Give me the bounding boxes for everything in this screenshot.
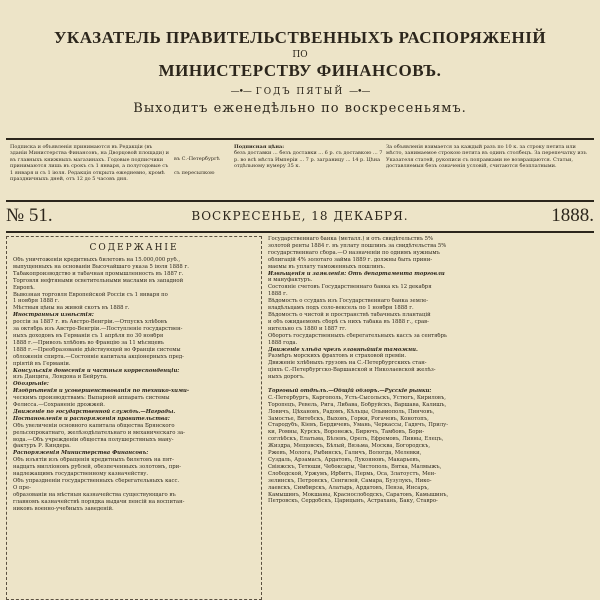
text-line: главномъ казначействѣ порядка выдачи пенсій на воспитан- — [13, 498, 185, 505]
text-line: Консульскія донесенія и частныя корреспонденціи: — [13, 367, 180, 374]
text-line: вода.—Объ учрежденіи общества полушерстяныхъ ману- — [13, 436, 174, 443]
text-line: Петровскъ, Сердобскъ, Царицынъ, Астрахань, Баку, Ставро- — [268, 498, 438, 505]
text-line: никовъ военно-учебныхъ заведеній. — [13, 505, 114, 512]
text-line: Вывозная торговля Европейской Россіи съ 1 января по — [13, 291, 168, 298]
text-line: 1888 г.—Преобразованіе дѣйствующей во Франціи системы — [13, 346, 181, 353]
text-line: 1888 г.—Привозъ хлѣбовъ во Францію за 11 мѣсяцевъ — [13, 339, 164, 346]
text-line: и объ ожидаемомъ сборѣ съ нихъ табака въ 1888 г., срав- — [268, 318, 429, 325]
text-line: золотой ренты 1884 г. въ уплату пошлинъ за свидѣтельства 5% — [268, 242, 447, 249]
masthead — [0, 28, 600, 116]
text-line: С.-Петербургъ, Каргополь, Усть-Сысольскъ, Устюгъ, Кириловъ, — [268, 394, 446, 401]
text-line: надлежащимъ государственному казначейству. — [13, 471, 149, 478]
text-line: Движеніе хлѣбныхъ грузовъ на С.-Петербургскихъ стан- — [268, 360, 427, 367]
text-line: образованіи на мѣстныя казначейства существующаго въ — [13, 491, 176, 498]
text-line: владѣльцамъ подъ соло-вексель по 1 ноября 1888 г. — [268, 305, 414, 312]
text-line: нительно съ 1880 и 1887 гг. — [268, 325, 347, 332]
text-line: Иностранныя извѣстія: — [13, 312, 94, 319]
contents-continued-column — [268, 236, 594, 600]
contents-heading: СОДЕРЖАНІЕ — [89, 243, 179, 253]
text-line: пріятій въ Германіи. — [13, 360, 71, 367]
text-line: выпущенныхъ на основаніи Высочайшаго указа 5 іюля 1888 г. — [13, 263, 189, 270]
text-line: ныхъ доходовъ въ Германіи съ 1 апрѣля по 30 ноября — [13, 332, 164, 339]
year-line — [0, 87, 600, 97]
subscription-box — [6, 138, 594, 202]
text-line: Слободской, Уржумъ, Ирбитъ, Пермь, Оса, Златоустъ, Мен- — [268, 470, 436, 477]
ornament-left-icon: —•— — [230, 87, 251, 97]
subscription-terms — [10, 144, 170, 182]
text-line: Торговля нефтяными осветительными маслами въ западной — [13, 277, 184, 284]
text-line: облигацій 4% золотаго займа 1889 г. должны быть прини- — [268, 256, 433, 263]
issue-year: 1888. — [551, 205, 594, 226]
text-line: Свіяжскъ, Тетюши, Чебоксары, Чистополь, Вятка, Малмыжъ, — [268, 463, 442, 470]
text-line: надцать милліоновъ рублей, обезпеченныхъ золотомъ, при- — [13, 464, 181, 471]
prices-text: безъ доставки ... безъ доставки ... 6 р. съ доставкою ... 7 р. во всѣ мѣста Имперіи ... 7 р. заграницу ... 14 р. Цѣна отдѣльному нумеру 35 к. — [234, 150, 383, 170]
city-label: въ С.-Петербургѣ — [174, 156, 220, 162]
text-line: Объ упраздненіи государственныхъ сберегательныхъ касс. — [13, 478, 180, 484]
text-line: Торговый отдѣлъ.—Общій обзоръ.—Русскіе рынки: — [268, 387, 432, 394]
text-line: Размѣръ морскихъ фрахтовъ и страховой преміи. — [268, 353, 407, 360]
text-line: Камышинъ, Мокшаны, Краснослободскъ, Саратовъ, Камышинъ, — [268, 491, 449, 498]
advertising-terms — [386, 144, 591, 170]
text-line: ческимъ производствамъ: Выпарной аппаратъ системы — [13, 395, 170, 402]
publication-frequency: Выходитъ еженедѣльно по воскресеньямъ. — [133, 101, 467, 116]
text-line: государственнаго сбора.—О назначеніи по однимъ нужнымъ — [268, 249, 440, 256]
text-line: Стародубъ, Кіевъ, Бердичевъ, Умань, Черкассы, Гадячъ, Прилу- — [268, 422, 449, 429]
contents-list — [7, 257, 261, 513]
text-line: Мѣстныя цѣны на живой скотъ въ 1888 г. — [13, 305, 130, 312]
ornament-right-icon: —•— — [349, 87, 370, 97]
text-line: Объ изъятіи изъ обращенія кредитныхъ билетовъ на пят- — [13, 457, 174, 464]
text-line: 1888 г. — [268, 291, 288, 298]
text-line: Распоряженія Министерства Финансовъ: — [13, 450, 149, 457]
text-line: Европѣ. — [13, 284, 35, 291]
text-line: ціяхъ С.-Петербургско-Варшавской и Николаевской желѣз- — [268, 367, 436, 374]
text-line: Ловичъ, Цѣхановъ, Радомъ, Кѣльцы, Ольвиополь, Пинчовъ, — [268, 408, 435, 415]
subscription-city — [174, 144, 232, 177]
text-line: россіи за 1887 г. въ Австро-Венгріи.—Отпускъ хлѣбовъ — [13, 319, 168, 326]
issue-number: № 51. — [6, 205, 53, 226]
text-line: Объ уничтоженіи кредитныхъ билетовъ на 15.000,000 руб., — [13, 257, 180, 263]
text-line: обложенія спирта.—Состояніе капитала акціонерныхъ пред- — [13, 353, 184, 360]
subscription-terms-text: Подписка и объявленія принимаются въ Редакціи (въ зданіи Министерства Финансовъ, на Дворцовой площади) и въ главныхъ книжныхъ магазинахъ. Годовые подписчики принимаются лишь въ срокъ съ 1 января, а полугодовые съ 1 января и съ 1 іюля. Редакція открыта ежедневно, кромѣ праздничныхъ дней, отъ 12 до 5 часовъ дня. — [10, 144, 169, 183]
text-line: Табакопроизводство и табачная промышленность въ 1887 г. — [13, 270, 184, 277]
text-line: ныхъ дорогъ. — [268, 374, 305, 381]
text-line: Вѣдомость о ссудахъ изъ Государственнаго банка земле- — [268, 298, 429, 305]
text-line: и мануфактуръ. — [268, 277, 313, 284]
prices-heading: Подписная цѣна: — [234, 144, 285, 150]
masthead-title-line1: УКАЗАТЕЛЬ ПРАВИТЕЛЬСТВЕННЫХЪ РАСПОРЯЖЕНІЙ — [53, 28, 547, 47]
text-line: маемы въ уплату таможенныхъ пошлинъ. — [268, 263, 386, 270]
text-line — [268, 381, 594, 388]
text-line: 1 ноября 1888 г. — [13, 298, 60, 305]
text-line: Изобрѣтенія и усовершенствованія по технико-хими- — [13, 388, 190, 395]
text-line: Фелисса.—Сохраненіе дрожжей. — [13, 402, 105, 409]
text-line: О пре- — [13, 484, 31, 491]
text-line: Замостье, Витебскъ, Выховъ, Горки, Рогачевъ, Конотопъ, — [268, 415, 429, 422]
text-line: соглѣбскъ, Елатьма, Бѣлевъ, Орелъ, Ефремовъ, Ливны, Елецъ, — [268, 436, 444, 443]
text-line: Извѣщенія и заявленія: Отъ департамента торговли — [268, 270, 445, 277]
issue-header — [6, 205, 594, 233]
text-line: Состояніе счетовъ Государственнаго банка къ 12 декабря — [268, 284, 432, 291]
transfer-label: съ пересылкою — [174, 170, 215, 177]
text-line: рельсопрокатнаго, желѣзодѣлательнаго и механическаго за- — [13, 429, 185, 436]
text-line: Торопецъ, Ревель, Рига, Либава, Бобруйскъ, Варшава, Калишъ, — [268, 401, 447, 408]
masthead-title-po: ПО — [292, 50, 308, 60]
text-line: Движеніе по государственной службѣ.—Награды. — [13, 408, 176, 415]
advertising-terms-text: За объявленія взимается за каждый разъ по 10 к. за строку петита или мѣсто, занимаемое строкою петита въ одинъ столбецъ. За перепечатку изъ Указателя статей, рукописи съ поправками не возвращаются. Статьи, доставляемыя безъ означенія условій, считаются безплатными. — [386, 144, 587, 170]
text-line: Жиздра, Мещовскъ, Бѣлый, Вязьма, Москва, Богородскъ, — [268, 443, 431, 450]
text-line: зелинскъ, Петровскъ, Сенгилей, Самара, Бузулукъ, Нико- — [268, 477, 432, 484]
contents-box — [6, 236, 262, 600]
text-line: Обозрѣніе: — [13, 381, 49, 388]
text-line: за октябрь изъ Австро-Венгріи.—Поступленіе государствен- — [13, 326, 183, 333]
text-line: Государственнаго банка (металл.) и отъ свидѣтельствъ 5% — [268, 236, 434, 242]
subscription-prices — [234, 144, 384, 170]
issue-date: ВОСКРЕСЕНЬЕ, 18 ДЕКАБРЯ. — [191, 209, 409, 223]
text-line: Постановленія и распоряженія правительства: — [13, 415, 170, 422]
text-line: лаевскъ, Симбирскъ, Алатырь, Ардатовъ, Пенза, Инсаръ, — [268, 484, 429, 491]
text-line: Ржевъ, Молога, Рыбинскъ, Галичъ, Вологда, Мелевки, — [268, 450, 422, 457]
text-line: ки, Ромны, Курскъ, Воронежъ, Бирючъ, Тамбовъ, Бори- — [268, 429, 425, 436]
text-line: Вѣдомость о чистой и пространствѣ табачныхъ плантацій — [268, 311, 431, 318]
text-line: Оборотъ государственныхъ сберегательныхъ кассъ за сентябрь — [268, 332, 447, 339]
text-line: Суздаль, Арзамасъ, Ардатовъ, Лукояновъ, Макарьевъ, — [268, 457, 421, 463]
year-label: ГОДЪ ПЯТЫЙ — [255, 87, 345, 97]
text-line: 1888 года. — [268, 339, 298, 346]
text-line: изъ Данцига, Лондона и Бейрута. — [13, 374, 108, 381]
text-line: Объ увеличеніи основного капитала общества Брянского — [13, 422, 175, 429]
masthead-title-line2: МИНИСТЕРСТВУ ФИНАНСОВЪ. — [158, 61, 442, 80]
text-line: Движеніе хлѣба чрезъ главнѣйшія таможни. — [268, 346, 418, 353]
text-line: фактуръ Р. Киндера. — [13, 443, 71, 450]
